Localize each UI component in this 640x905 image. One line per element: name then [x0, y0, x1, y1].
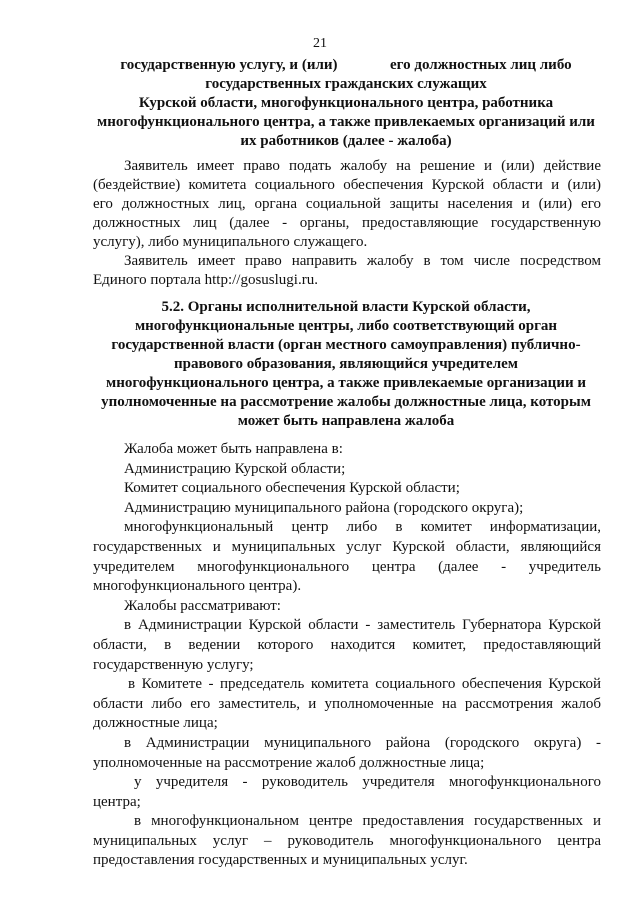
page-number: 21 — [313, 36, 327, 51]
text-line: предоставления государственных и муниципальных услуг. — [93, 852, 468, 869]
heading-line: их работников (далее - жалоба) — [240, 133, 452, 149]
text-line: у учредителя - руководитель учредителя многофункционального — [134, 774, 601, 791]
text-line: многофункциональный центр либо в комитет информатизации, — [124, 519, 601, 536]
text-line: в Администрации Курской области - заместитель Губернатора Курской — [124, 617, 601, 634]
text-line: Администрацию Курской области; — [124, 460, 346, 477]
text-line: Заявитель имеет право подать жалобу на решение и (или) действие — [124, 158, 601, 174]
heading-line: может быть направлена жалоба — [237, 413, 455, 429]
text-line: Единого портала http://gosuslugi.ru. — [93, 272, 318, 288]
text-line: государственных и муниципальных услуг Курской области, являющийся — [93, 538, 601, 555]
text-line: области, в ведении которого находится комитет, предоставляющий — [93, 636, 601, 653]
text-line: в Комитете - председатель комитета социального обеспечения Курской — [128, 676, 601, 693]
section-heading-complaint — [86, 56, 606, 151]
heading-line: государственную услугу, и (или) его должностных лиц либо — [120, 57, 572, 73]
text-line: в многофункциональном центре предоставления государственных и — [134, 813, 601, 830]
heading-line: многофункциональные центры, либо соответствующий орган — [134, 318, 558, 334]
text-line: Заявитель имеет право направить жалобу в том числе посредством — [124, 253, 601, 269]
heading-line: государственной власти (орган местного самоуправления) публично- — [111, 337, 581, 353]
heading-line: государственных гражданских служащих — [205, 76, 487, 92]
paragraph-complaint-recipients — [93, 440, 601, 871]
text-line: муниципальных услуг – руководитель многофункционального центра — [93, 832, 601, 849]
text-line: Жалоба может быть направлена в: — [124, 441, 343, 457]
text-line: должностные лица; — [93, 715, 218, 732]
heading-line: уполномоченные на рассмотрение жалобы должностные лица, которым — [101, 394, 591, 410]
text-line: в Администрации муниципального района (городского округа) - — [124, 734, 601, 751]
text-line: должностных лиц (далее - органы, предоставляющие государственную — [93, 215, 601, 231]
heading-line: многофункционального центра, а также привлекаемых организаций или — [97, 114, 595, 130]
text-line: услугу), либо муниципального служащего. — [93, 234, 368, 250]
paragraph-right-to-complain — [93, 157, 601, 252]
text-line: Жалобы рассматривают: — [124, 597, 281, 614]
heading-line: Курской области, многофункционального центра, работника — [138, 95, 554, 111]
text-line: уполномоченные на рассмотрение жалоб должностные лица; — [93, 754, 485, 771]
text-line: (бездействие) комитета социального обеспечения Курской области и (или) — [93, 177, 601, 193]
heading-line: многофункционального центра, а также привлекаемые организации и — [106, 375, 586, 391]
paragraph-portal — [93, 252, 601, 290]
text-line: области либо его заместитель, и уполномоченные на рассмотрения жалоб — [93, 695, 601, 712]
text-line: его должностных лиц, органа социальной защиты населения и (или) его — [93, 196, 601, 212]
text-line: Администрацию муниципального района (городского округа); — [124, 499, 524, 516]
section-heading-5-2 — [86, 298, 606, 431]
text-line: Комитет социального обеспечения Курской области; — [124, 480, 460, 497]
text-line: многофункционального центра). — [93, 578, 302, 595]
text-line: центра; — [93, 793, 141, 810]
text-line: государственную услугу; — [93, 656, 254, 673]
heading-line: 5.2. Органы исполнительной власти Курской области, — [161, 299, 531, 315]
heading-line: правового образования, являющийся учредителем — [174, 356, 518, 372]
text-line: учредителем многофункционального центра (далее - учредитель — [93, 558, 601, 575]
